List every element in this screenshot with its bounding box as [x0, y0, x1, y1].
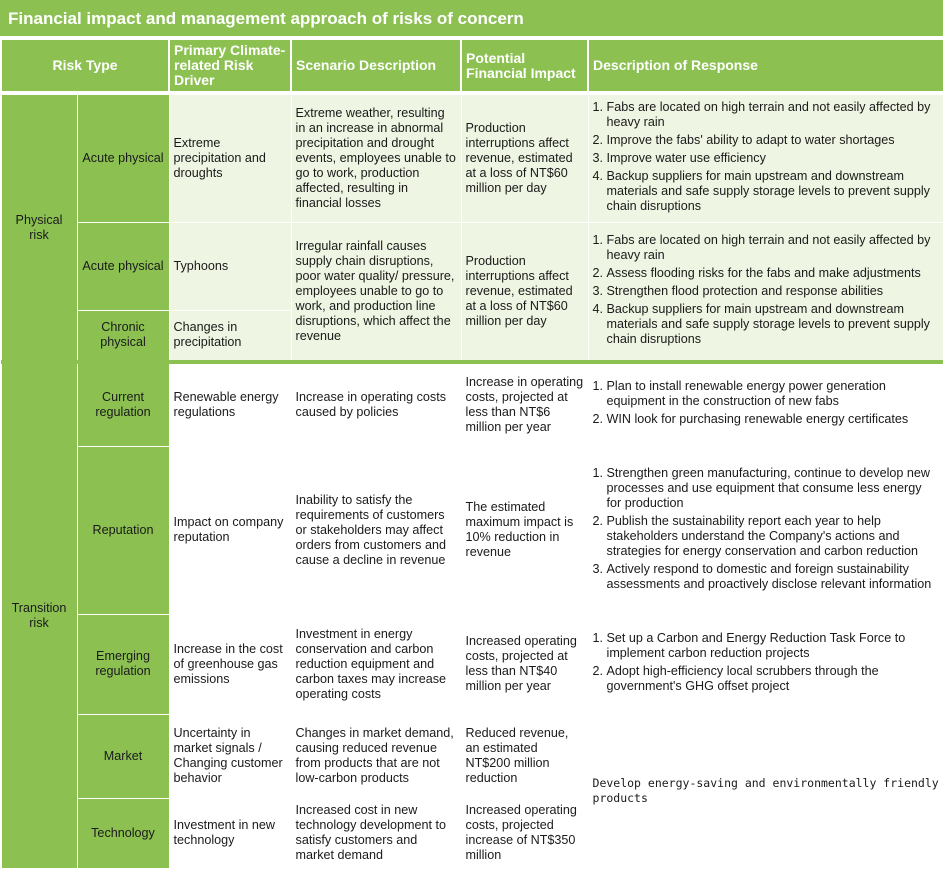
response-item: 3. Strengthen flood protection and response abilities [607, 284, 940, 299]
response-list [593, 631, 940, 694]
impact-cell: Increased operating costs, projected increase of NT$350 million [461, 798, 588, 868]
impact-cell: Production interruptions affect revenue, estimated at a loss of NT$60 million per day [461, 93, 588, 222]
response-cell [588, 614, 943, 714]
header-scenario: Scenario Description [291, 39, 461, 93]
response-list [593, 233, 940, 347]
category-transition: Transition risk [1, 362, 77, 868]
subtype-cell: Reputation [77, 446, 169, 614]
driver-cell: Typhoons [169, 222, 291, 310]
response-list [593, 100, 940, 214]
response-item: 4. Backup suppliers for main upstream and downstream materials and safe supply storage levels to prevent supply chain disruptions [607, 302, 940, 347]
subtype-cell: Emerging regulation [77, 614, 169, 714]
response-item: 2. Publish the sustainability report each year to help stakeholders understand the Company's actions and strategies for energy conservation and carbon reduction [607, 514, 940, 559]
table-row [1, 222, 943, 310]
subtype-cell: Chronic physical [77, 310, 169, 362]
scenario-cell: Extreme weather, resulting in an increase in abnormal precipitation and drought events, employees unable to go to work, production affected, resulting in financial losses [291, 93, 461, 222]
response-cell [588, 93, 943, 222]
physical-risk-group [1, 93, 943, 362]
response-item: 2. Adopt high-efficiency local scrubbers through the government's GHG offset project [607, 664, 940, 694]
category-physical: Physical risk [1, 93, 77, 362]
subtype-cell: Technology [77, 798, 169, 868]
impact-cell: Reduced revenue, an estimated NT$200 million reduction [461, 714, 588, 798]
response-item: 3. Actively respond to domestic and foreign sustainability assessments and proactively disclose relevant information [607, 562, 940, 592]
response-cell: Develop energy-saving and environmentally friendly products [588, 714, 943, 868]
risk-table [0, 38, 943, 869]
header-risk-type: Risk Type [1, 39, 169, 93]
response-item: 1. Strengthen green manufacturing, continue to develop new processes and use equipment that consume less energy for production [607, 466, 940, 511]
transition-risk-group [1, 362, 943, 868]
response-list [593, 379, 940, 427]
response-cell [588, 446, 943, 614]
scenario-cell: Investment in energy conservation and carbon reduction equipment and carbon taxes may increase operating costs [291, 614, 461, 714]
driver-cell: Investment in new technology [169, 798, 291, 868]
response-item: 1. Plan to install renewable energy power generation equipment in the construction of new fabs [607, 379, 940, 409]
response-item: 1. Fabs are located on high terrain and not easily affected by heavy rain [607, 233, 940, 263]
table-row [1, 614, 943, 714]
header-row [1, 39, 943, 93]
response-list [593, 466, 940, 592]
scenario-cell: Increase in operating costs caused by policies [291, 362, 461, 446]
table-row [1, 362, 943, 446]
table-row [1, 714, 943, 798]
subtype-cell: Acute physical [77, 222, 169, 310]
table-title: Financial impact and management approach of risks of concern [0, 0, 943, 38]
response-cell [588, 362, 943, 446]
scenario-cell: Irregular rainfall causes supply chain disruptions, poor water quality/ pressure, employees unable to go to work, and production line disruptions, which affect the revenue [291, 222, 461, 362]
subtype-cell: Acute physical [77, 93, 169, 222]
response-item: 4. Backup suppliers for main upstream and downstream materials and safe supply storage levels to prevent supply chain disruptions [607, 169, 940, 214]
driver-cell: Renewable energy regulations [169, 362, 291, 446]
impact-cell: Production interruptions affect revenue, estimated at a loss of NT$60 million per day [461, 222, 588, 362]
table-row [1, 446, 943, 614]
header-response: Description of Response [588, 39, 943, 93]
driver-cell: Increase in the cost of greenhouse gas emissions [169, 614, 291, 714]
table-row [1, 93, 943, 222]
driver-cell: Changes in precipitation [169, 310, 291, 362]
scenario-cell: Changes in market demand, causing reduced revenue from products that are not low-carbon products [291, 714, 461, 798]
impact-cell: Increased operating costs, projected at less than NT$40 million per year [461, 614, 588, 714]
response-item: 1. Fabs are located on high terrain and not easily affected by heavy rain [607, 100, 940, 130]
response-item: 2. Assess flooding risks for the fabs and make adjustments [607, 266, 940, 281]
header-driver: Primary Climate-related Risk Driver [169, 39, 291, 93]
subtype-cell: Current regulation [77, 362, 169, 446]
impact-cell: Increase in operating costs, projected at less than NT$6 million per year [461, 362, 588, 446]
scenario-cell: Inability to satisfy the requirements of customers or stakeholders may affect orders from customers and cause a decline in revenue [291, 446, 461, 614]
header-impact: Potential Financial Impact [461, 39, 588, 93]
scenario-cell: Increased cost in new technology development to satisfy customers and market demand [291, 798, 461, 868]
driver-cell: Uncertainty in market signals / Changing customer behavior [169, 714, 291, 798]
driver-cell: Impact on company reputation [169, 446, 291, 614]
driver-cell: Extreme precipitation and droughts [169, 93, 291, 222]
impact-cell: The estimated maximum impact is 10% reduction in revenue [461, 446, 588, 614]
subtype-cell: Market [77, 714, 169, 798]
response-item: 1. Set up a Carbon and Energy Reduction Task Force to implement carbon reduction projects [607, 631, 940, 661]
response-item: 3. Improve water use efficiency [607, 151, 940, 166]
response-item: 2. Improve the fabs' ability to adapt to water shortages [607, 133, 940, 148]
response-item: 2. WIN look for purchasing renewable energy certificates [607, 412, 940, 427]
response-cell [588, 222, 943, 362]
